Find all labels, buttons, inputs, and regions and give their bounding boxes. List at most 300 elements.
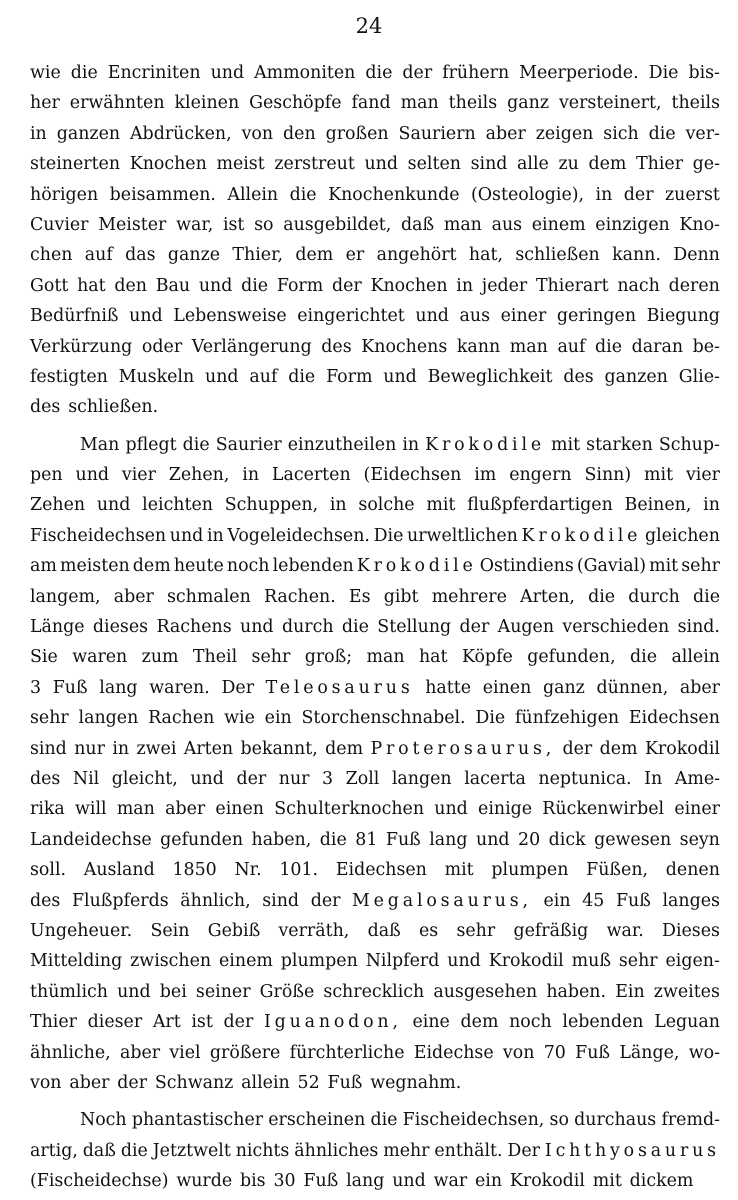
- text-line: [30, 582, 720, 612]
- word: daß: [401, 214, 435, 235]
- word: aber: [69, 1072, 110, 1093]
- word: Rachen.: [263, 586, 336, 607]
- word: Knochen: [129, 154, 207, 175]
- word: mit: [551, 434, 581, 455]
- word: Sie: [30, 647, 58, 668]
- word: die: [588, 586, 616, 607]
- text-line: [30, 210, 720, 240]
- word: Fuß: [52, 677, 88, 698]
- word: daran: [631, 336, 684, 357]
- word: schließen.: [68, 397, 159, 418]
- word: meisten: [59, 556, 130, 577]
- word: frühern: [442, 63, 510, 83]
- word: man: [443, 214, 482, 235]
- text-line: [30, 794, 720, 824]
- word: sehr: [618, 951, 658, 972]
- word: engern: [509, 465, 572, 486]
- word: 3: [30, 677, 42, 698]
- word: Eidechsen: [628, 708, 720, 729]
- word: Meerperiode.: [519, 63, 639, 83]
- word: durch: [628, 586, 680, 607]
- word: Der: [221, 677, 255, 698]
- word: aber: [485, 123, 526, 144]
- word: Zoll: [345, 768, 380, 789]
- text-line: [30, 180, 720, 210]
- word: der: [310, 890, 341, 911]
- word: dick: [548, 829, 586, 850]
- word: wie: [30, 63, 61, 83]
- word: pen: [30, 465, 63, 486]
- word: das: [125, 245, 156, 266]
- text-line: [30, 764, 720, 794]
- word: in: [242, 465, 260, 486]
- word: dieses: [92, 617, 149, 638]
- word: Vogeleidechsen.: [227, 525, 370, 546]
- word: vier: [121, 465, 156, 486]
- word: 52: [297, 1072, 320, 1093]
- word: in: [30, 123, 47, 144]
- word: ähnliches: [294, 1140, 379, 1161]
- word: Krokodile: [356, 556, 477, 577]
- word: die: [241, 275, 269, 296]
- word: fremd-: [661, 1110, 720, 1131]
- word: langen: [391, 768, 452, 789]
- word: nur: [278, 768, 310, 789]
- word: bis: [239, 1171, 266, 1192]
- text-line: [30, 460, 720, 490]
- word: der: [331, 275, 362, 296]
- word: rika: [30, 799, 65, 820]
- word: In: [644, 768, 663, 789]
- word: sind: [470, 154, 508, 175]
- word: aber: [679, 677, 720, 698]
- word: lang: [99, 677, 138, 698]
- word: Verkürzung: [30, 336, 133, 357]
- word: ähnlich,: [180, 890, 251, 911]
- word: selten: [407, 154, 461, 175]
- word: Man: [80, 434, 120, 455]
- word: muß: [571, 951, 611, 972]
- word: Denn: [673, 245, 720, 266]
- word: Krokodil: [644, 738, 720, 759]
- text-line: [30, 240, 720, 270]
- word: des: [563, 366, 594, 387]
- word: kann.: [612, 245, 661, 266]
- word: Bau: [155, 275, 191, 296]
- word: fünfzehigen: [514, 708, 620, 729]
- word: die: [319, 829, 347, 850]
- word: ge-: [692, 154, 720, 175]
- word: lebenden: [562, 1012, 644, 1033]
- word: Ammoniten: [254, 63, 356, 83]
- word: hat: [77, 275, 106, 296]
- word: gewesen: [594, 829, 672, 850]
- word: Form: [276, 275, 324, 296]
- word: die: [289, 184, 317, 205]
- word: und: [392, 1171, 426, 1192]
- word: mehrere: [431, 586, 507, 607]
- text-line: [30, 301, 720, 331]
- word: ähnliche,: [30, 1042, 111, 1063]
- word: meist: [216, 154, 265, 175]
- word: sehr: [251, 647, 291, 668]
- word: Mittelding: [30, 951, 123, 972]
- word: war: [433, 1171, 468, 1192]
- word: Stellung: [377, 617, 452, 638]
- word: Fuß: [615, 890, 651, 911]
- text-line: [30, 855, 720, 885]
- word: bei: [159, 981, 187, 1002]
- word: die: [370, 1110, 398, 1131]
- word: den: [283, 123, 316, 144]
- word: großen: [325, 123, 389, 144]
- text-line: [30, 521, 720, 551]
- word: und: [129, 306, 163, 327]
- word: Die: [373, 525, 404, 546]
- word: in: [402, 434, 420, 455]
- word: alle: [517, 154, 549, 175]
- word: Verlängerung: [191, 336, 312, 357]
- word: 81: [355, 829, 378, 850]
- word: Megalosaurus,: [352, 890, 532, 911]
- word: Abdrücken,: [130, 123, 232, 144]
- text-line: [30, 119, 720, 149]
- word: und: [415, 306, 449, 327]
- word: aus: [459, 306, 491, 327]
- word: und: [240, 617, 274, 638]
- word: und: [447, 951, 481, 972]
- word: Noch: [80, 1110, 127, 1131]
- word: und: [190, 768, 224, 789]
- word: Encriniten: [107, 63, 201, 83]
- text-line: [30, 392, 720, 422]
- word: Allein: [227, 184, 279, 205]
- word: Flußpferds: [71, 890, 169, 911]
- word: Füßen,: [586, 860, 649, 881]
- word: sehr: [30, 708, 69, 729]
- word: Thier: [636, 154, 684, 175]
- word: eine: [412, 1012, 450, 1033]
- word: urweltlichen: [407, 525, 518, 546]
- word: und: [476, 829, 510, 850]
- word: dem: [599, 738, 638, 759]
- word: die: [693, 586, 720, 607]
- word: Ame-: [674, 768, 720, 789]
- word: langen: [78, 708, 139, 729]
- word: angehört: [376, 245, 457, 266]
- word: wegnahm.: [370, 1072, 462, 1093]
- word: plumpen: [491, 860, 569, 881]
- word: Meister: [98, 214, 167, 235]
- word: Jetztwelt: [152, 1140, 231, 1161]
- word: einen: [215, 799, 264, 820]
- word: die: [630, 647, 658, 668]
- word: Nr.: [234, 860, 262, 881]
- word: ganzen: [604, 366, 668, 387]
- word: theils: [671, 93, 720, 114]
- word: den: [114, 275, 147, 296]
- word: ausgebildet,: [283, 214, 392, 235]
- text-line: [30, 362, 720, 392]
- word: steinerten: [30, 154, 121, 175]
- word: Thier,: [232, 245, 284, 266]
- word: verschieden: [562, 617, 670, 638]
- word: (Eidechsen: [363, 465, 462, 486]
- word: Eidechse: [413, 1042, 494, 1063]
- word: Lacerten: [271, 465, 351, 486]
- word: dem: [132, 556, 171, 577]
- word: schmalen: [167, 586, 251, 607]
- word: einer: [500, 306, 547, 327]
- text-line: [30, 551, 720, 581]
- word: allein: [241, 1072, 290, 1093]
- word: starken: [586, 434, 653, 455]
- word: Rachens: [156, 617, 232, 638]
- word: 20: [518, 829, 541, 850]
- word: groß;: [304, 647, 353, 668]
- word: Arten: [183, 738, 234, 759]
- word: mehr: [383, 1140, 430, 1161]
- word: Fuß: [575, 1042, 611, 1063]
- word: gleicht,: [111, 768, 178, 789]
- word: Größe: [259, 981, 315, 1002]
- word: Rachen: [148, 708, 215, 729]
- word: enthält.: [434, 1140, 503, 1161]
- word: theils: [448, 93, 498, 114]
- word: von: [30, 1072, 62, 1093]
- word: Nilpferd: [365, 951, 440, 972]
- word: Eidechsen: [335, 860, 427, 881]
- word: haben.: [546, 981, 607, 1002]
- word: einer: [674, 799, 720, 820]
- word: hatte: [425, 677, 472, 698]
- word: gefunden: [160, 829, 244, 850]
- word: einem: [219, 951, 273, 972]
- word: Ostindiens: [479, 556, 574, 577]
- word: Die: [475, 708, 506, 729]
- word: im: [474, 465, 497, 486]
- word: artig,: [30, 1140, 78, 1161]
- word: wie: [224, 708, 255, 729]
- word: Augen: [497, 617, 555, 638]
- word: Schwanz: [154, 1072, 234, 1093]
- word: viel: [169, 1042, 201, 1063]
- text-line: [30, 886, 720, 916]
- word: durch: [281, 617, 334, 638]
- text-line: [30, 916, 720, 946]
- word: und: [383, 366, 417, 387]
- word: aber: [113, 586, 154, 607]
- word: 3: [322, 768, 334, 789]
- word: allein: [671, 647, 720, 668]
- word: (Gavial): [576, 556, 646, 577]
- word: Sein: [150, 920, 190, 941]
- word: Schulterknochen: [274, 799, 425, 820]
- text-line: [30, 703, 720, 733]
- word: der: [236, 768, 267, 789]
- word: nach: [617, 275, 660, 296]
- word: der: [623, 184, 654, 205]
- word: flußpferdartigen: [467, 495, 613, 516]
- word: sind: [262, 890, 300, 911]
- word: (Fischeidechse): [30, 1171, 169, 1192]
- word: in: [456, 275, 474, 296]
- word: Ausland: [83, 860, 155, 881]
- word: Köpfe: [461, 647, 513, 668]
- word: Fuß: [327, 1072, 363, 1093]
- word: geringen: [556, 306, 637, 327]
- text-line: [30, 734, 720, 764]
- word: war.: [606, 920, 644, 941]
- word: lang: [346, 1171, 385, 1192]
- word: Länge: [30, 617, 85, 638]
- word: Sinn): [584, 465, 632, 486]
- word: Zehen: [30, 495, 86, 516]
- word: man: [116, 799, 155, 820]
- word: so: [549, 1110, 569, 1131]
- word: Krokodil: [488, 951, 564, 972]
- word: nichts: [235, 1140, 290, 1161]
- word: Gott: [30, 275, 69, 296]
- word: so: [254, 214, 274, 235]
- word: Beweglichkeit: [427, 366, 553, 387]
- text-line: [30, 58, 720, 88]
- word: die: [288, 366, 316, 387]
- word: mit: [649, 556, 679, 577]
- word: Biegung: [646, 306, 720, 327]
- word: sehr: [456, 920, 496, 941]
- word: leichten: [142, 495, 213, 516]
- word: Knochens: [361, 336, 448, 357]
- word: zuerst: [665, 184, 720, 205]
- word: ganz: [507, 93, 549, 114]
- word: ein: [475, 1171, 503, 1192]
- word: kann: [456, 336, 501, 357]
- word: ganze: [167, 245, 221, 266]
- word: ist: [191, 1012, 213, 1033]
- word: schließen: [515, 245, 600, 266]
- word: 30: [273, 1171, 296, 1192]
- word: dem: [460, 1012, 499, 1033]
- text-line: [30, 1007, 720, 1037]
- text-line: [30, 946, 720, 976]
- text-line: [30, 271, 720, 301]
- word: Zehen,: [168, 465, 230, 486]
- word: 1850: [172, 860, 217, 881]
- word: gleichen: [644, 525, 720, 546]
- word: der: [223, 1012, 254, 1033]
- word: aus: [491, 214, 523, 235]
- word: gefunden,: [527, 647, 616, 668]
- word: zwei: [136, 738, 177, 759]
- word: heute: [173, 556, 224, 577]
- word: Beinen,: [624, 495, 692, 516]
- word: man: [509, 336, 548, 357]
- word: Glie-: [678, 366, 720, 387]
- word: Krokodile: [425, 434, 545, 455]
- text-line: [30, 673, 720, 703]
- word: oder: [141, 336, 183, 357]
- word: es: [418, 920, 439, 941]
- text-line: [30, 1105, 720, 1135]
- text-line: [30, 1068, 720, 1098]
- word: Theil: [192, 647, 238, 668]
- word: Bedürfniß: [30, 306, 119, 327]
- word: dieser: [87, 1012, 143, 1033]
- word: mit: [592, 1171, 622, 1192]
- word: Saurier: [215, 434, 282, 455]
- text-line: [30, 642, 720, 672]
- word: sind.: [677, 617, 720, 638]
- word: in: [206, 525, 224, 546]
- word: Krokodile: [521, 525, 642, 546]
- word: des: [30, 397, 61, 418]
- word: solche: [358, 495, 415, 516]
- word: die: [182, 434, 210, 455]
- word: der: [402, 63, 433, 83]
- word: die: [120, 1140, 148, 1161]
- word: in: [329, 495, 347, 516]
- word: Landeidechse: [30, 829, 152, 850]
- word: sehr: [681, 556, 720, 577]
- word: auf: [249, 366, 278, 387]
- word: Knochen: [370, 275, 448, 296]
- word: hat,: [468, 245, 503, 266]
- word: waren: [72, 647, 128, 668]
- word: Muskeln: [118, 366, 195, 387]
- word: ein: [543, 890, 571, 911]
- word: dem: [295, 245, 334, 266]
- word: dünnen,: [596, 677, 669, 698]
- word: nur: [74, 738, 105, 759]
- word: durchaus: [574, 1110, 657, 1131]
- word: Rückenwirbel: [542, 799, 665, 820]
- word: waren.: [149, 677, 210, 698]
- word: schrecklich: [323, 981, 425, 1002]
- word: bekannt,: [240, 738, 318, 759]
- word: gibt: [383, 586, 419, 607]
- word: thümlich: [30, 981, 108, 1002]
- word: Fuß: [385, 829, 421, 850]
- word: eingerichtet: [297, 306, 405, 327]
- word: eigen-: [665, 951, 720, 972]
- word: man: [366, 647, 405, 668]
- word: Fischeidechsen: [30, 525, 167, 546]
- word: Form: [326, 366, 373, 387]
- word: aber: [165, 799, 206, 820]
- word: mit: [644, 465, 674, 486]
- word: noch: [226, 556, 270, 577]
- text-line: [30, 430, 720, 460]
- word: 45: [582, 890, 605, 911]
- word: zum: [141, 647, 179, 668]
- word: dem: [588, 154, 627, 175]
- text-line: [30, 490, 720, 520]
- word: Länge,: [619, 1042, 680, 1063]
- word: Arten,: [520, 586, 575, 607]
- word: chen: [30, 245, 73, 266]
- word: Kno-: [679, 214, 720, 235]
- word: und: [434, 799, 468, 820]
- text-line: [30, 825, 720, 855]
- word: deren: [668, 275, 720, 296]
- word: aber: [119, 1042, 161, 1063]
- word: einzutheilen: [287, 434, 397, 455]
- word: Fuß: [303, 1171, 339, 1192]
- word: Ungeheuer.: [30, 920, 133, 941]
- word: Krokodil: [509, 1171, 585, 1192]
- word: bis-: [688, 63, 720, 83]
